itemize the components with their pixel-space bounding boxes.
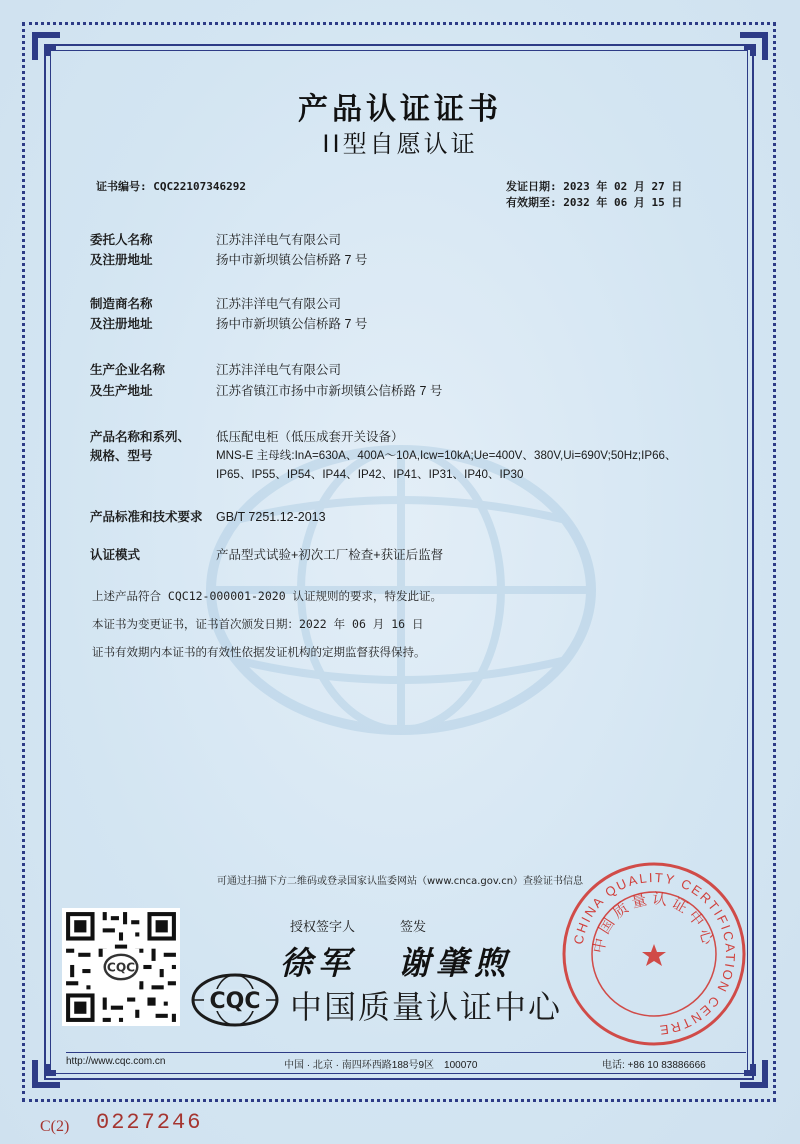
- product-name: 低压配电柜（低压成套开关设备）: [216, 430, 404, 444]
- corner-ornament-bottom-left: [30, 1050, 70, 1090]
- manufacturer-address: 扬中市新坝镇公信桥路 7 号: [216, 317, 368, 331]
- manufacturer-address-label: 及注册地址: [90, 316, 153, 331]
- certification-mode-label: 认证模式: [90, 547, 141, 562]
- factory-label: 生产企业名称: [90, 362, 166, 377]
- factory-name: 江苏沣洋电气有限公司: [216, 363, 342, 377]
- product-spec-line-2: IP65、IP55、IP54、IP44、IP42、IP41、IP31、IP40、IP30: [216, 468, 524, 481]
- footer-website[interactable]: http://www.cqc.com.cn: [66, 1056, 166, 1067]
- product-spec-label: 规格、型号: [90, 448, 153, 463]
- applicant-name: 江苏沣洋电气有限公司: [216, 233, 342, 247]
- qr-center-logo-text: CQC: [106, 960, 136, 975]
- serial-prefix: C(2): [40, 1118, 70, 1135]
- seal-star-icon: [642, 944, 666, 966]
- standard-label: 产品标准和技术要求: [90, 509, 203, 524]
- seal-outer-text: CHINA QUALITY CERTIFICATION CENTRE: [570, 869, 739, 1039]
- statement-validity: 证书有效期内本证书的有效性依据发证机构的定期监督获得保持。: [92, 645, 426, 659]
- issuer-signature: 谢肇煦: [398, 944, 513, 982]
- valid-until-date: 有效期至: 2032 年 06 月 15 日: [506, 196, 683, 209]
- qr-code-icon[interactable]: [62, 908, 180, 1026]
- issuer-label: 签发: [400, 920, 427, 935]
- manufacturer-name: 江苏沣洋电气有限公司: [216, 297, 342, 311]
- corner-ornament-top-left: [30, 30, 70, 70]
- seal-inner-text: 中国质量认证中心: [589, 889, 719, 955]
- corner-ornament-top-right: [730, 30, 770, 70]
- applicant-address: 扬中市新坝镇公信桥路 7 号: [216, 253, 368, 267]
- red-seal-stamp: [560, 860, 748, 1048]
- verification-note: 可通过扫描下方二维码或登录国家认监委网站（www.cnca.gov.cn）查验证书信息: [216, 876, 584, 887]
- issue-date: 发证日期: 2023 年 02 月 27 日: [506, 180, 683, 193]
- statement-first-issue: 本证书为变更证书，证书首次颁发日期：2022 年 06 月 16 日: [92, 617, 424, 631]
- footer-divider: [66, 1052, 746, 1053]
- footer-address: 中国 · 北京 · 南四环西路188号9区 100070: [284, 1060, 478, 1071]
- factory-address: 江苏省镇江市扬中市新坝镇公信桥路 7 号: [216, 384, 443, 398]
- cqc-logo-icon: [190, 972, 280, 1028]
- certificate-number: 证书编号: CQC22107346292: [96, 180, 246, 193]
- authorized-signature: 徐军: [280, 944, 357, 982]
- serial-number: 0227246: [96, 1110, 203, 1135]
- certification-mode-value: 产品型式试验+初次工厂检查+获证后监督: [216, 548, 444, 562]
- product-spec-line-1: MNS-E 主母线:InA=630A、400A～10A,Icw=10kA;Ue=400V、380V,Ui=690V;50Hz;IP66、: [216, 449, 677, 462]
- standard-value: GB/T 7251.12-2013: [216, 510, 326, 524]
- certificate-title: 产品认证证书: [298, 92, 502, 127]
- footer-phone: 电话: +86 10 83886666: [602, 1060, 706, 1071]
- applicant-address-label: 及注册地址: [90, 252, 153, 267]
- factory-address-label: 及生产地址: [90, 383, 153, 398]
- organization-name: 中国质量认证中心: [290, 988, 563, 1026]
- applicant-label: 委托人名称: [90, 232, 153, 247]
- manufacturer-label: 制造商名称: [90, 296, 153, 311]
- cqc-logo-text: CQC: [209, 989, 261, 1014]
- product-label: 产品名称和系列、: [90, 429, 191, 444]
- statement-compliance: 上述产品符合 CQC12-000001-2020 认证规则的要求，特发此证。: [92, 589, 443, 603]
- certificate-subtitle: II型自愿认证: [322, 130, 478, 158]
- corner-ornament-bottom-right: [730, 1050, 770, 1090]
- authorized-signatory-label: 授权签字人: [290, 920, 356, 935]
